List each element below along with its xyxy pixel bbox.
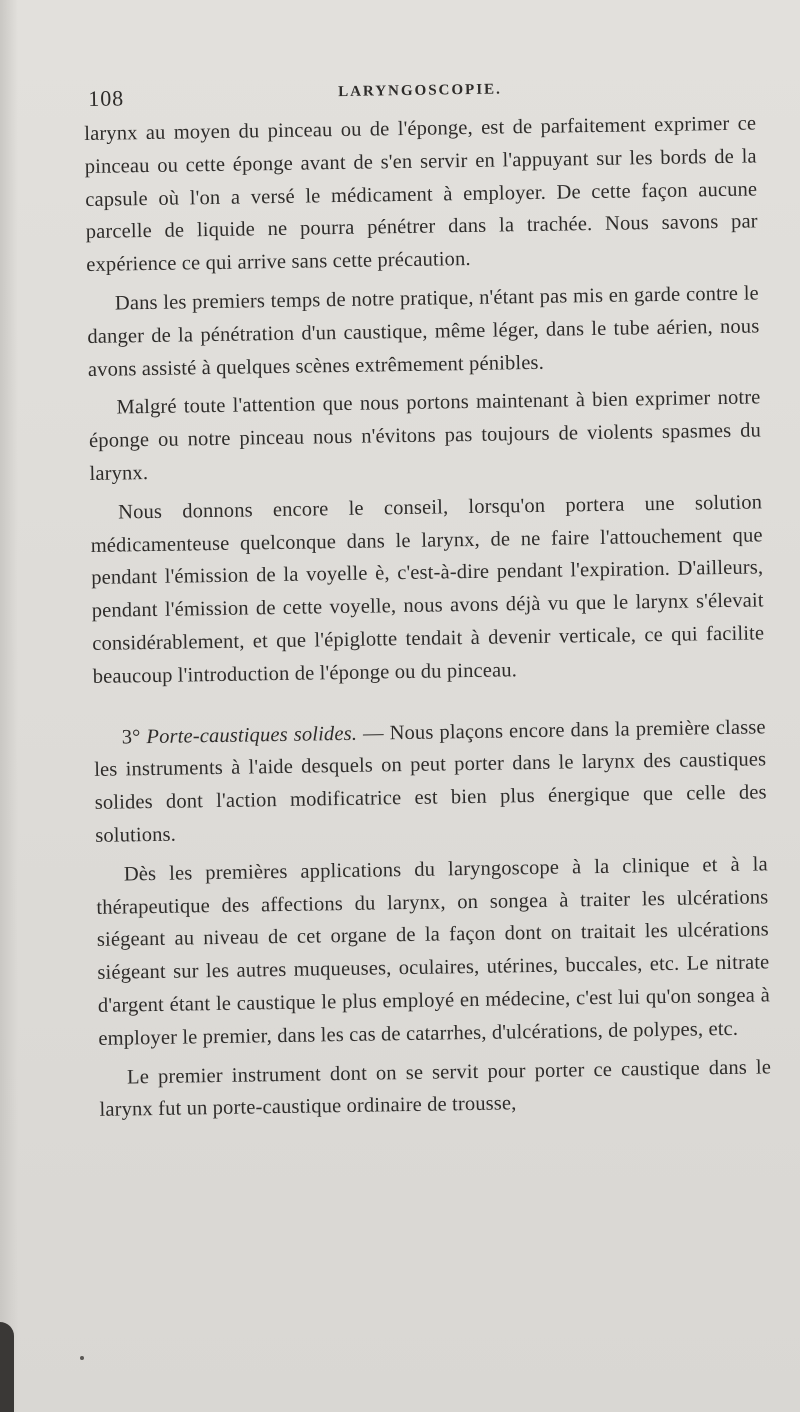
running-title: LARYNGOSCOPIE.	[338, 81, 502, 101]
section-paragraph-text: — Nous plaçons encore dans la première classe les instruments à l'aide desquels on peut porter dans le larynx des caustiques solides dont l'action modificatrice est bien plus énergique que celle des solutions.	[94, 715, 767, 847]
section-paragraph	[93, 711, 767, 853]
page-number: 108	[88, 85, 125, 111]
body-text	[84, 107, 772, 1127]
section-title: Porte-caustiques solides.	[146, 722, 358, 748]
ink-speck	[80, 1356, 84, 1360]
paragraph-3: Malgré toute l'attention que nous portons maintenant à bien exprimer notre éponge ou notre pinceau nous n'évitons pas toujours de violents spasmes du larynx.	[88, 386, 762, 485]
paragraph-2: Dans les premiers temps de notre pratique, n'étant pas mis en garde contre le danger de la pénétration d'un caustique, même léger, dans le tube aérien, nous avons assisté à quelques scènes extrêmement pénibles.	[87, 282, 760, 381]
paragraph-4: Nous donnons encore le conseil, lorsqu'on portera une solution médicamenteuse quelconque dans le larynx, de ne faire l'attouchement que pendant l'émission de la voyelle è, c'est-à-dire pendant l'expiration. D'ailleurs, pendant l'émission de cette voyelle, nous avons déjà vu que le larynx s'élevait considérablement, et que l'épiglotte tendait à devenir verticale, ce qui facilite beaucoup l'introduction de l'éponge ou du pinceau.	[90, 491, 765, 688]
paragraph-7: Le premier instrument dont on se servit pour porter ce caustique dans le larynx fut un porte-caustique ordinaire de trousse,	[99, 1055, 772, 1122]
section-number: 3°	[121, 725, 141, 749]
page-gutter-shadow	[0, 0, 18, 1412]
paragraph-1: larynx au moyen du pinceau ou de l'éponge, est de parfaitement exprimer ce pinceau ou cette éponge avant de s'en servir en l'appuyant sur les bords de la capsule où l'on a versé le médicament à employer. De cette façon aucune parcelle de liquide ne pourra pénétrer dans la trachée. Nous savons par expérience ce qui arrive sans cette précaution.	[84, 112, 758, 277]
paragraph-6: Dès les premières applications du laryngoscope à la clinique et à la thérapeutique des affections du larynx, on songea à traiter les ulcérations siégeant au niveau de cet organe de la façon dont on traitait les ulcérations siégeant sur les autres muqueuses, oculaires, utérines, buccales, etc. Le nitrate d'argent étant le caustique le plus employé en médecine, c'est lui qu'on songea à employer le premier, dans les cas de catarrhes, d'ulcérations, de polypes, etc.	[96, 853, 771, 1050]
page-corner-shadow	[0, 1322, 14, 1412]
